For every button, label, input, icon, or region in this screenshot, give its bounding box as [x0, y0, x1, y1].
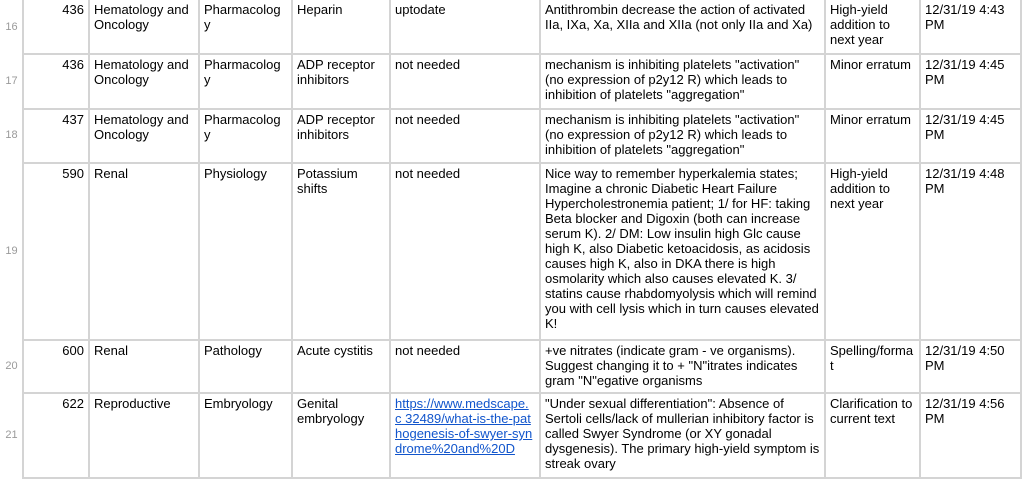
cell-reference[interactable]: not needed [390, 340, 540, 393]
cell-timestamp[interactable]: 12/31/19 4:45 PM [920, 54, 1021, 109]
cell-page[interactable]: 437 [23, 109, 89, 163]
cell-system[interactable]: Reproductive [89, 393, 199, 478]
cell-topic[interactable]: ADP receptor inhibitors [292, 109, 390, 163]
cell-page[interactable]: 600 [23, 340, 89, 393]
cell-system[interactable]: Hematology and Oncology [89, 109, 199, 163]
cell-system[interactable]: Hematology and Oncology [89, 0, 199, 54]
cell-category[interactable]: Spelling/format [825, 340, 920, 393]
cell-category[interactable]: High-yield addition to next year [825, 0, 920, 54]
cell-category[interactable]: High-yield addition to next year [825, 163, 920, 340]
table-row [23, 54, 1021, 109]
row-header-16[interactable]: 16 [5, 20, 18, 33]
cell-category[interactable]: Minor erratum [825, 54, 920, 109]
cell-system[interactable]: Renal [89, 163, 199, 340]
cell-reference[interactable]: uptodate [390, 0, 540, 54]
row-header-18[interactable]: 18 [5, 129, 18, 141]
row-header-19[interactable]: 19 [5, 244, 18, 257]
cell-comment[interactable]: +ve nitrates (indicate gram - ve organisms). Suggest changing it to + "N"itrates indicates gram "N"egative organisms [540, 340, 825, 393]
table-row [23, 109, 1021, 163]
cell-timestamp[interactable]: 12/31/19 4:43 PM [920, 0, 1021, 54]
cell-discipline[interactable]: Pharmacology [199, 54, 292, 109]
reference-link[interactable]: https://www.medscape.c 32489/what-is-the-pathogenesis-of-swyer-syndrome%20and%20D [395, 396, 533, 456]
cell-timestamp[interactable]: 12/31/19 4:50 PM [920, 340, 1021, 393]
cell-page[interactable]: 436 [23, 54, 89, 109]
cell-page[interactable]: 590 [23, 163, 89, 340]
cell-topic[interactable]: ADP receptor inhibitors [292, 54, 390, 109]
cell-page[interactable]: 622 [23, 393, 89, 478]
spreadsheet-grid [22, 0, 1022, 479]
row-header-21[interactable]: 21 [5, 428, 18, 441]
cell-system[interactable]: Renal [89, 340, 199, 393]
cell-topic[interactable]: Acute cystitis [292, 340, 390, 393]
cell-category[interactable]: Minor erratum [825, 109, 920, 163]
cell-reference[interactable]: not needed [390, 163, 540, 340]
cell-comment[interactable]: mechanism is inhibiting platelets "activation" (no expression of p2y12 R) which leads to inhibition of platelets "aggregation" [540, 54, 825, 109]
cell-reference[interactable]: not needed [390, 109, 540, 163]
cell-discipline[interactable]: Embryology [199, 393, 292, 478]
cell-timestamp[interactable]: 12/31/19 4:56 PM [920, 393, 1021, 478]
cell-discipline[interactable]: Physiology [199, 163, 292, 340]
cell-category[interactable]: Clarification to current text [825, 393, 920, 478]
cell-topic[interactable]: Genital embryology [292, 393, 390, 478]
row-header-17[interactable]: 17 [5, 74, 18, 87]
cell-discipline[interactable]: Pathology [199, 340, 292, 393]
cell-timestamp[interactable]: 12/31/19 4:48 PM [920, 163, 1021, 340]
table-row [23, 0, 1021, 54]
cell-topic[interactable]: Potassium shifts [292, 163, 390, 340]
cell-comment[interactable]: Antithrombin decrease the action of activated IIa, IXa, Xa, XIIa and XIIa (not only IIa and Xa) [540, 0, 825, 54]
table-row [23, 163, 1021, 340]
cell-comment[interactable]: Nice way to remember hyperkalemia states; Imagine a chronic Diabetic Heart Failure Hypercholestronemia patient; 1/ for HF: taking Beta blocker and Digoxin (both can increase serum K). 2/ DM: Low insulin high Glc cause high K, also Diabetic ketoacidosis, as acidosis causes high K, also in DKA there is high osmolarity which also causes elevated K. 3/ statins cause rhabdomyolysis which will remind you with cell lysis which in turn causes elevated K! [540, 163, 825, 340]
row-header-20[interactable]: 20 [5, 359, 18, 372]
cell-topic[interactable]: Heparin [292, 0, 390, 54]
table-row [23, 393, 1021, 478]
cell-timestamp[interactable]: 12/31/19 4:45 PM [920, 109, 1021, 163]
cell-discipline[interactable]: Pharmacology [199, 0, 292, 54]
cell-discipline[interactable]: Pharmacology [199, 109, 292, 163]
cell-system[interactable]: Hematology and Oncology [89, 54, 199, 109]
cell-comment[interactable]: mechanism is inhibiting platelets "activation" (no expression of p2y12 R) which leads to inhibition of platelets "aggregation" [540, 109, 825, 163]
cell-reference[interactable] [390, 393, 540, 478]
cell-comment[interactable]: "Under sexual differentiation": Absence of Sertoli cells/lack of mullerian inhibitory factor is called Swyer Syndrome (or XY gonadal dysgenesis). The primary high-yield symptom is streak ovary [540, 393, 825, 478]
table-row [23, 340, 1021, 393]
cell-reference[interactable]: not needed [390, 54, 540, 109]
cell-page[interactable]: 436 [23, 0, 89, 54]
